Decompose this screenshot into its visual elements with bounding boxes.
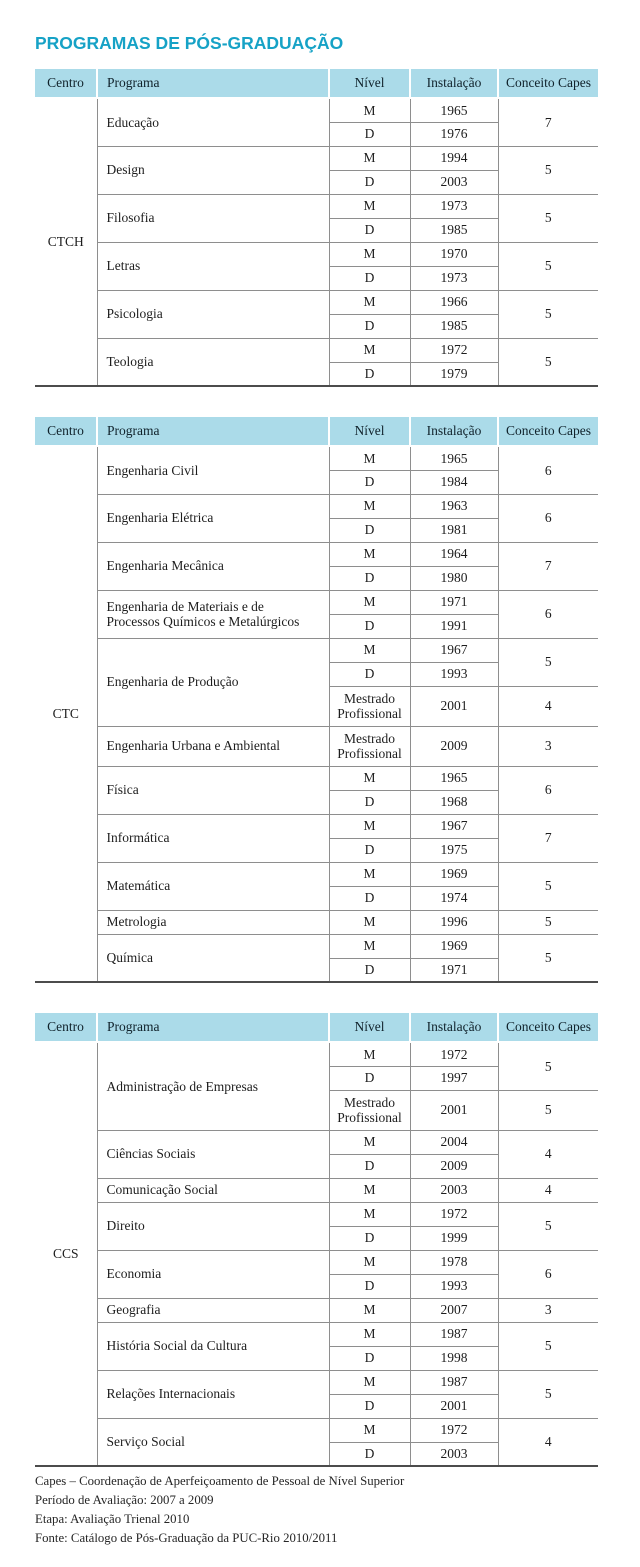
footer-line-periodo: Período de Avaliação: 2007 a 2009: [35, 1493, 214, 1507]
year-cell: 1969: [410, 862, 498, 886]
year-cell: 1963: [410, 494, 498, 518]
program-cell: Engenharia Mecânica: [97, 542, 329, 590]
col-header-conceito: Conceito Capes: [498, 1013, 598, 1042]
tables-container: [35, 69, 605, 1467]
year-cell: 2004: [410, 1130, 498, 1154]
concept-cell: 6: [498, 590, 598, 638]
table-row: [35, 338, 598, 362]
level-cell: D: [329, 838, 410, 862]
year-cell: 1987: [410, 1322, 498, 1346]
level-cell: D: [329, 1226, 410, 1250]
year-cell: 2009: [410, 1154, 498, 1178]
year-cell: 2009: [410, 726, 498, 766]
program-cell: Serviço Social: [97, 1418, 329, 1466]
level-cell: M: [329, 910, 410, 934]
concept-cell: 5: [498, 1202, 598, 1250]
col-header-conceito: Conceito Capes: [498, 69, 598, 98]
level-cell: D: [329, 1154, 410, 1178]
concept-cell: 7: [498, 542, 598, 590]
year-cell: 1998: [410, 1346, 498, 1370]
year-cell: 1993: [410, 662, 498, 686]
year-cell: 1987: [410, 1370, 498, 1394]
level-cell: M: [329, 766, 410, 790]
concept-cell: 7: [498, 814, 598, 862]
year-cell: 1972: [410, 338, 498, 362]
year-cell: 1973: [410, 266, 498, 290]
level-cell: D: [329, 1346, 410, 1370]
level-cell: D: [329, 790, 410, 814]
level-cell: D: [329, 170, 410, 194]
table-row: [35, 1178, 598, 1202]
col-header-nivel: Nível: [329, 417, 410, 446]
program-cell: Filosofia: [97, 194, 329, 242]
table-row: [35, 590, 598, 614]
concept-cell: 4: [498, 686, 598, 726]
level-cell: Mestrado Profissional: [329, 726, 410, 766]
program-cell: Comunicação Social: [97, 1178, 329, 1202]
table-row: [35, 290, 598, 314]
table-header-row: [35, 1013, 598, 1042]
col-header-programa: Programa: [97, 1013, 329, 1042]
concept-cell: 5: [498, 910, 598, 934]
year-cell: 1984: [410, 470, 498, 494]
col-header-centro: Centro: [35, 69, 97, 98]
level-cell: M: [329, 1202, 410, 1226]
concept-cell: 5: [498, 1322, 598, 1370]
year-cell: 2007: [410, 1298, 498, 1322]
year-cell: 1974: [410, 886, 498, 910]
concept-cell: 5: [498, 862, 598, 910]
level-cell: M: [329, 1250, 410, 1274]
table-row: [35, 194, 598, 218]
program-cell: Geografia: [97, 1298, 329, 1322]
level-cell: M: [329, 338, 410, 362]
year-cell: 1979: [410, 362, 498, 386]
program-cell: História Social da Cultura: [97, 1322, 329, 1370]
concept-cell: 5: [498, 1042, 598, 1090]
page-title: PROGRAMAS DE PÓS-GRADUAÇÃO: [35, 33, 344, 53]
programs-table-ctc: [35, 417, 598, 983]
year-cell: 1972: [410, 1202, 498, 1226]
concept-cell: 5: [498, 194, 598, 242]
table-row: [35, 98, 598, 122]
level-cell: M: [329, 1178, 410, 1202]
concept-cell: 5: [498, 1090, 598, 1130]
level-cell: M: [329, 1130, 410, 1154]
table-row: [35, 446, 598, 470]
level-cell: D: [329, 314, 410, 338]
concept-cell: 6: [498, 494, 598, 542]
year-cell: 2003: [410, 170, 498, 194]
year-cell: 1971: [410, 958, 498, 982]
year-cell: 2001: [410, 1394, 498, 1418]
year-cell: 2001: [410, 686, 498, 726]
year-cell: 1965: [410, 98, 498, 122]
concept-cell: 3: [498, 726, 598, 766]
table-row: [35, 1370, 598, 1394]
table-row: [35, 1202, 598, 1226]
centro-cell: CCS: [35, 1042, 97, 1466]
program-cell: Informática: [97, 814, 329, 862]
level-cell: M: [329, 1042, 410, 1066]
table-row: [35, 814, 598, 838]
programs-table-ccs: [35, 1013, 598, 1467]
col-header-programa: Programa: [97, 417, 329, 446]
table-row: [35, 146, 598, 170]
table-row: [35, 1250, 598, 1274]
col-header-instalacao: Instalação: [410, 69, 498, 98]
table-row: [35, 934, 598, 958]
level-cell: D: [329, 1274, 410, 1298]
year-cell: 1981: [410, 518, 498, 542]
level-cell: D: [329, 1394, 410, 1418]
year-cell: 1991: [410, 614, 498, 638]
year-cell: 1970: [410, 242, 498, 266]
level-cell: M: [329, 542, 410, 566]
concept-cell: 5: [498, 290, 598, 338]
col-header-nivel: Nível: [329, 69, 410, 98]
year-cell: 1965: [410, 446, 498, 470]
concept-cell: 4: [498, 1178, 598, 1202]
concept-cell: 5: [498, 934, 598, 982]
concept-cell: 5: [498, 242, 598, 290]
level-cell: D: [329, 218, 410, 242]
table-row: [35, 638, 598, 662]
level-cell: M: [329, 194, 410, 218]
level-cell: D: [329, 566, 410, 590]
footer-line-etapa: Etapa: Avaliação Trienal 2010: [35, 1512, 190, 1526]
footer-line-capes: Capes – Coordenação de Aperfeiçoamento de Pessoal de Nível Superior: [35, 1474, 405, 1488]
table-row: [35, 242, 598, 266]
program-cell: Administração de Empresas: [97, 1042, 329, 1130]
program-cell: Ciências Sociais: [97, 1130, 329, 1178]
level-cell: D: [329, 614, 410, 638]
level-cell: M: [329, 98, 410, 122]
centro-cell: CTCH: [35, 98, 97, 386]
program-cell: Psicologia: [97, 290, 329, 338]
concept-cell: 4: [498, 1130, 598, 1178]
year-cell: 1964: [410, 542, 498, 566]
program-cell: Engenharia Civil: [97, 446, 329, 494]
table-header-row: [35, 417, 598, 446]
year-cell: 1972: [410, 1418, 498, 1442]
level-cell: D: [329, 958, 410, 982]
program-cell: Engenharia de Materiais e de Processos Químicos e Metalúrgicos: [97, 590, 329, 638]
level-cell: M: [329, 862, 410, 886]
year-cell: 1994: [410, 146, 498, 170]
year-cell: 1967: [410, 814, 498, 838]
year-cell: 1968: [410, 790, 498, 814]
level-cell: D: [329, 662, 410, 686]
table-row: [35, 542, 598, 566]
program-cell: Teologia: [97, 338, 329, 386]
col-header-centro: Centro: [35, 417, 97, 446]
table-row: [35, 766, 598, 790]
table-row: [35, 910, 598, 934]
concept-cell: 6: [498, 446, 598, 494]
program-cell: Física: [97, 766, 329, 814]
level-cell: M: [329, 934, 410, 958]
year-cell: 1972: [410, 1042, 498, 1066]
level-cell: M: [329, 1322, 410, 1346]
program-cell: Design: [97, 146, 329, 194]
level-cell: M: [329, 446, 410, 470]
level-cell: Mestrado Profissional: [329, 686, 410, 726]
table-row: [35, 1130, 598, 1154]
program-cell: Educação: [97, 98, 329, 146]
level-cell: M: [329, 1418, 410, 1442]
year-cell: 1996: [410, 910, 498, 934]
level-cell: M: [329, 242, 410, 266]
year-cell: 1985: [410, 314, 498, 338]
year-cell: 2003: [410, 1442, 498, 1466]
year-cell: 1965: [410, 766, 498, 790]
col-header-programa: Programa: [97, 69, 329, 98]
level-cell: D: [329, 362, 410, 386]
program-cell: Relações Internacionais: [97, 1370, 329, 1418]
year-cell: 1993: [410, 1274, 498, 1298]
level-cell: Mestrado Profissional: [329, 1090, 410, 1130]
concept-cell: 6: [498, 1250, 598, 1298]
level-cell: M: [329, 1298, 410, 1322]
table-row: [35, 862, 598, 886]
programs-table-ctch: [35, 69, 598, 387]
year-cell: 1997: [410, 1066, 498, 1090]
table-row: [35, 1418, 598, 1442]
program-cell: Engenharia Urbana e Ambiental: [97, 726, 329, 766]
level-cell: M: [329, 814, 410, 838]
year-cell: 1976: [410, 122, 498, 146]
centro-cell: CTC: [35, 446, 97, 982]
level-cell: M: [329, 146, 410, 170]
col-header-conceito: Conceito Capes: [498, 417, 598, 446]
col-header-instalacao: Instalação: [410, 417, 498, 446]
col-header-nivel: Nível: [329, 1013, 410, 1042]
table-header-row: [35, 69, 598, 98]
year-cell: 1973: [410, 194, 498, 218]
year-cell: 2003: [410, 1178, 498, 1202]
table-row: [35, 726, 598, 766]
program-cell: Economia: [97, 1250, 329, 1298]
year-cell: 2001: [410, 1090, 498, 1130]
col-header-instalacao: Instalação: [410, 1013, 498, 1042]
concept-cell: 7: [498, 98, 598, 146]
concept-cell: 6: [498, 766, 598, 814]
level-cell: M: [329, 290, 410, 314]
year-cell: 1966: [410, 290, 498, 314]
footer-notes: [35, 1474, 605, 1546]
table-row: [35, 1298, 598, 1322]
concept-cell: 5: [498, 338, 598, 386]
year-cell: 1980: [410, 566, 498, 590]
year-cell: 1985: [410, 218, 498, 242]
concept-cell: 4: [498, 1418, 598, 1466]
program-cell: Direito: [97, 1202, 329, 1250]
level-cell: D: [329, 886, 410, 910]
concept-cell: 5: [498, 1370, 598, 1418]
level-cell: D: [329, 266, 410, 290]
program-cell: Metrologia: [97, 910, 329, 934]
level-cell: M: [329, 494, 410, 518]
year-cell: 1969: [410, 934, 498, 958]
col-header-centro: Centro: [35, 1013, 97, 1042]
level-cell: D: [329, 518, 410, 542]
level-cell: M: [329, 1370, 410, 1394]
program-cell: Matemática: [97, 862, 329, 910]
concept-cell: 5: [498, 638, 598, 686]
table-row: [35, 1322, 598, 1346]
year-cell: 1978: [410, 1250, 498, 1274]
program-cell: Engenharia Elétrica: [97, 494, 329, 542]
level-cell: M: [329, 638, 410, 662]
program-cell: Engenharia de Produção: [97, 638, 329, 726]
level-cell: M: [329, 590, 410, 614]
table-row: [35, 494, 598, 518]
footer-line-fonte: Fonte: Catálogo de Pós-Graduação da PUC-Rio 2010/2011: [35, 1531, 338, 1545]
year-cell: 1999: [410, 1226, 498, 1250]
level-cell: D: [329, 1066, 410, 1090]
program-cell: Letras: [97, 242, 329, 290]
table-row: [35, 1042, 598, 1066]
level-cell: D: [329, 1442, 410, 1466]
concept-cell: 5: [498, 146, 598, 194]
year-cell: 1971: [410, 590, 498, 614]
year-cell: 1975: [410, 838, 498, 862]
level-cell: D: [329, 470, 410, 494]
program-cell: Química: [97, 934, 329, 982]
year-cell: 1967: [410, 638, 498, 662]
level-cell: D: [329, 122, 410, 146]
concept-cell: 3: [498, 1298, 598, 1322]
